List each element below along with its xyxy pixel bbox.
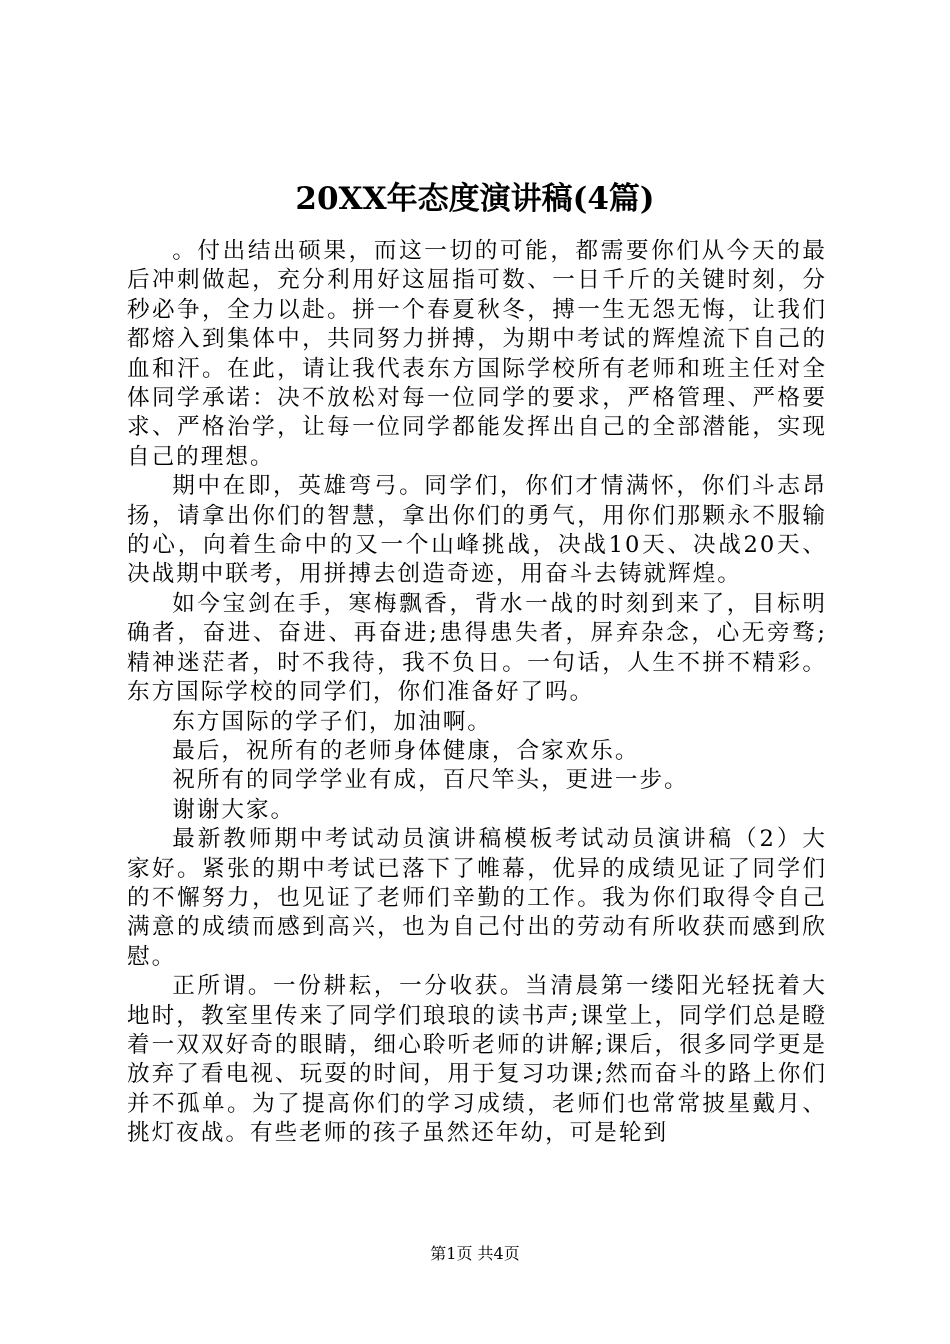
paragraph: 祝所有的同学学业有成，百尺竿头，更进一步。 <box>172 767 689 794</box>
paragraph: 期中在即，英雄弯弓。同学们，你们才情满怀，你们斗志昂扬，请拿出你们的智慧，拿出你们的勇气，用你们那颗永不服输的心，向着生命中的又一个山峰挑战，决战10天、决战20天、决战期中联考，用拼搏去创造奇迹，用奋斗去铸就辉煌。 <box>127 473 827 588</box>
paragraph: 最后，祝所有的老师身体健康，合家欢乐。 <box>172 737 640 764</box>
paragraph: 如今宝剑在手，寒梅飘香，背水一战的时刻到来了，目标明确者，奋进、奋进、再奋进;患得患失者，屏弃杂念，心无旁骛;精神迷茫者，时不我待，我不负日。一句话，人生不拼不精彩。东方国际学校的同学们，你们准备好了吗。 <box>127 590 827 706</box>
paragraph: 东方国际的学子们，加油啊。 <box>172 708 492 735</box>
page-footer: 第1页 共4页 <box>430 1244 520 1263</box>
paragraph: 最新教师期中考试动员演讲稿模板考试动员演讲稿（2）大家好。紧张的期中考试已落下了帷幕，优异的成绩见证了同学们的不懈努力，也见证了老师们辛勤的工作。我为你们取得令自己满意的成绩而感到高兴，也为自己付出的劳动有所收获而感到欣慰。 <box>127 826 827 970</box>
document-title: 20XX年态度演讲稿(4篇) <box>295 181 655 217</box>
paragraph: 谢谢大家。 <box>172 796 296 823</box>
paragraph: 。付出结出硕果，而这一切的可能，都需要你们从今天的最后冲刺做起，充分利用好这屈指可数、一日千斤的关键时刻，分秒必争，全力以赴。拼一个春夏秋冬，搏一生无怨无悔，让我们都熔入到集体中，共同努力拼搏，为期中考试的辉煌流下自己的血和汗。在此，请让我代表东方国际学校所有老师和班主任对全体同学承诺：决不放松对每一位同学的要求，严格管理、严格要求、严格治学，让每一位同学都能发挥出自己的全部潜能，实现自己的理想。 <box>127 238 827 470</box>
paragraph: 正所谓。一份耕耘，一分收获。当清晨第一缕阳光轻抚着大地时，教室里传来了同学们琅琅的读书声;课堂上，同学们总是瞪着一双双好奇的眼睛，细心聆听老师的讲解;课后，很多同学更是放弃了看电视、玩耍的时间，用于复习功课;然而奋斗的路上你们并不孤单。为了提高你们的学习成绩，老师们也常常披星戴月、挑灯夜战。有些老师的孩子虽然还年幼，可是轮到 <box>127 973 827 1147</box>
document-body <box>127 237 827 1149</box>
